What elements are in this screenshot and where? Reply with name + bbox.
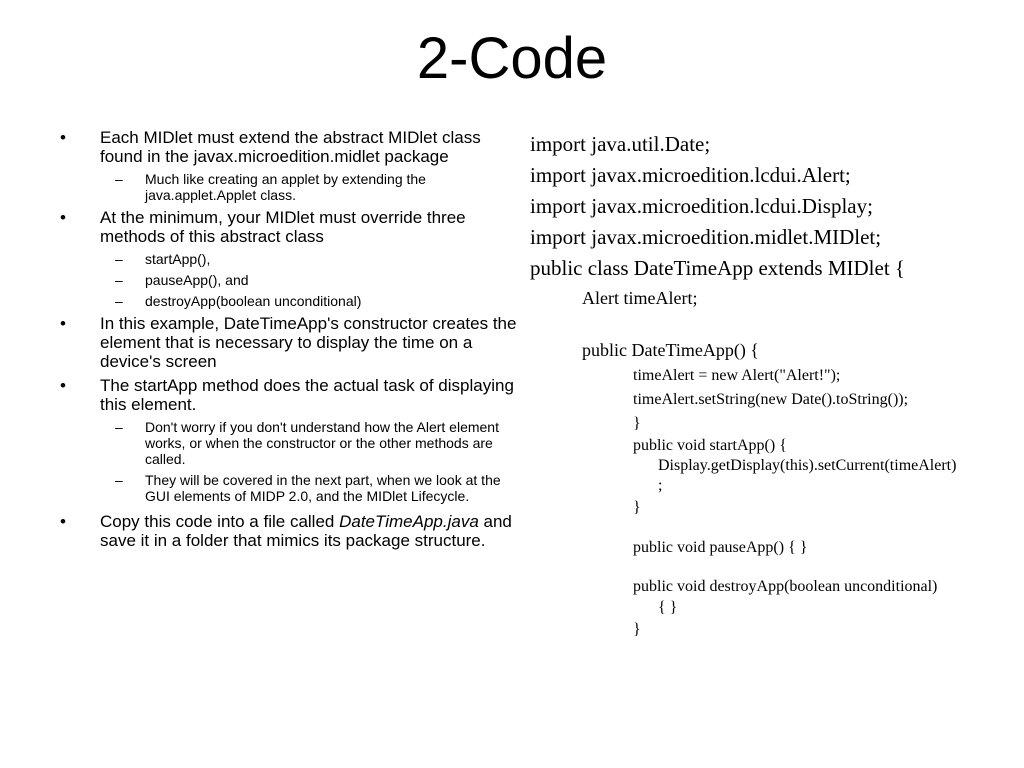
bullet-text: Each MIDlet must extend the abstract MIDlet class found in the javax.microedition.midlet package — [100, 128, 481, 166]
filename-text: DateTimeApp.java — [339, 512, 479, 531]
bullet-text: The startApp method does the actual task of displaying this element. — [100, 376, 514, 414]
code-line: ; — [658, 477, 663, 494]
slide-title: 2-Code — [416, 26, 608, 91]
bullet-item — [58, 208, 518, 246]
sub-bullet-text: pauseApp(), and — [145, 272, 249, 288]
sub-bullet-text: Don't worry if you don't understand how the Alert element works, or when the constructor or the other methods are called. — [145, 419, 499, 467]
code-line: public void destroyApp(boolean unconditional) — [633, 578, 938, 595]
code-line: import javax.microedition.lcdui.Display; — [530, 194, 873, 218]
sub-bullet-item — [58, 419, 518, 467]
bullet-marker: • — [60, 314, 66, 333]
sub-bullet-text: startApp(), — [145, 251, 211, 267]
bullet-text-start: Copy this code into a file called — [100, 512, 340, 531]
code-blank-line — [530, 520, 1020, 536]
code-line: Display.getDisplay(this).setCurrent(timeAlert) — [658, 457, 957, 474]
code-line: import javax.microedition.midlet.MIDlet; — [530, 225, 882, 249]
code-blank-line — [530, 312, 1020, 336]
sub-bullet-item — [58, 171, 518, 203]
code-line: timeAlert = new Alert("Alert!"); — [633, 367, 841, 384]
bullet-item — [58, 128, 518, 166]
bullet-marker: • — [60, 128, 66, 147]
bullet-marker: • — [60, 512, 66, 531]
bullet-item — [58, 314, 518, 371]
dash-marker: – — [115, 472, 123, 488]
dash-marker: – — [115, 419, 123, 435]
bullet-item — [58, 376, 518, 414]
code-line: Alert timeAlert; — [582, 288, 698, 308]
code-line: { } — [658, 599, 678, 616]
code-line: public class DateTimeApp extends MIDlet { — [530, 256, 905, 280]
code-line: import java.util.Date; — [530, 132, 711, 156]
bullet-text: At the minimum, your MIDlet must override three methods of this abstract class — [100, 208, 466, 246]
code-line: public DateTimeApp() { — [582, 340, 759, 360]
sub-bullet-text: destroyApp(boolean unconditional) — [145, 293, 362, 309]
bullet-text — [100, 512, 512, 550]
code-line: public void startApp() { — [633, 437, 787, 454]
code-line: } — [633, 499, 641, 516]
bullet-marker: • — [60, 208, 66, 227]
code-line: } — [633, 415, 641, 432]
dash-marker: – — [115, 293, 123, 309]
dash-marker: – — [115, 251, 123, 267]
code-blank-line — [530, 560, 1020, 576]
code-line: public void pauseApp() { } — [633, 539, 808, 556]
bullet-marker: • — [60, 376, 66, 395]
bullet-text: In this example, DateTimeApp's constructor creates the element that is necessary to display the time on a device's screen — [100, 314, 517, 371]
sub-bullet-item — [58, 293, 518, 309]
sub-bullet-item — [58, 472, 518, 504]
sub-bullet-item — [58, 251, 518, 267]
code-line: import javax.microedition.lcdui.Alert; — [530, 163, 851, 187]
sub-bullet-item — [58, 272, 518, 288]
code-listing — [530, 129, 1020, 642]
bullet-list — [58, 128, 518, 555]
dash-marker: – — [115, 272, 123, 288]
bullet-item — [58, 512, 518, 550]
code-line: } — [633, 621, 641, 638]
sub-bullet-text: Much like creating an applet by extending the java.applet.Applet class. — [145, 171, 426, 203]
dash-marker: – — [115, 171, 123, 187]
sub-bullet-text: They will be covered in the next part, when we look at the GUI elements of MIDP 2.0, and the MIDlet Lifecycle. — [145, 472, 501, 504]
bullet-text-end: and save it in a folder that mimics its package structure. — [100, 512, 512, 550]
code-line: timeAlert.setString(new Date().toString()); — [633, 391, 909, 408]
